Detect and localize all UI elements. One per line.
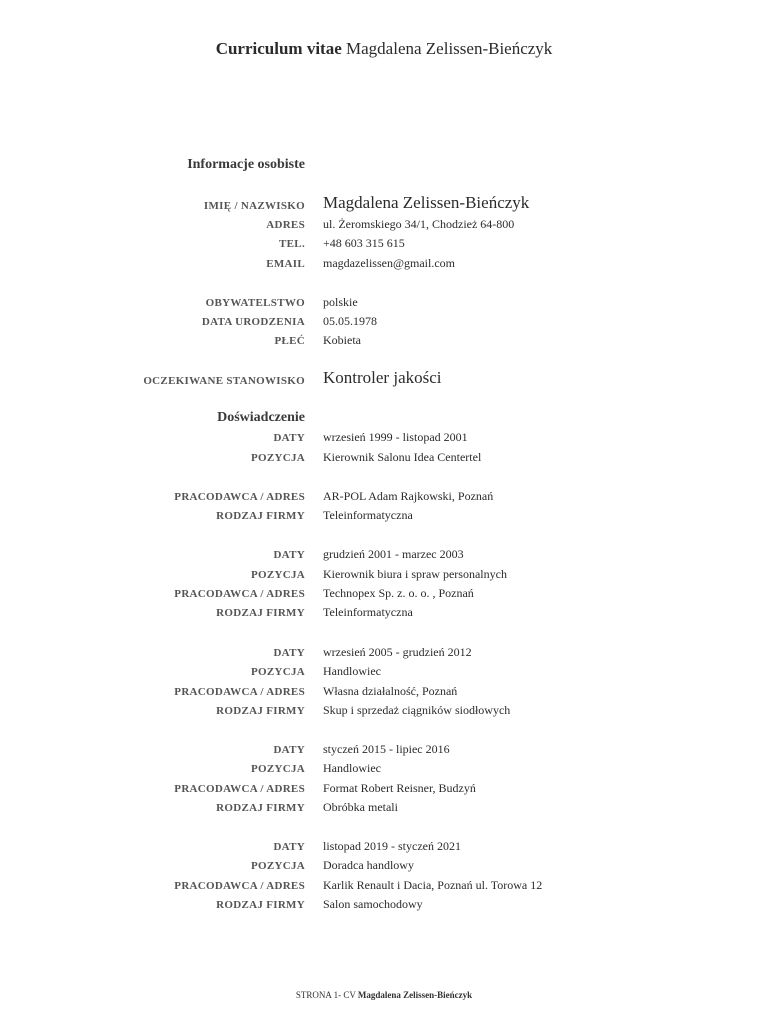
employer-label: PRACODAWCA / ADRES bbox=[174, 491, 305, 503]
job-3-type bbox=[0, 702, 768, 721]
position-label: POZYCJA bbox=[250, 666, 305, 678]
employer-value: Technopex Sp. z. o. o. , Poznań bbox=[323, 586, 474, 600]
position-value: Kierownik biura i spraw personalnych bbox=[323, 567, 507, 581]
job-4-employer bbox=[0, 780, 768, 799]
type-value: Skup i sprzedaż ciągników siodłowych bbox=[323, 703, 511, 717]
type-label: RODZAJ FIRMY bbox=[216, 607, 305, 619]
page-footer bbox=[0, 990, 768, 1000]
desired-position-label: OCZEKIWANE STANOWISKO bbox=[143, 375, 305, 387]
type-label: RODZAJ FIRMY bbox=[216, 510, 305, 522]
personal-row-phone bbox=[0, 235, 768, 254]
dates-label: DATY bbox=[273, 841, 305, 853]
type-value: Teleinformatyczna bbox=[323, 605, 413, 619]
personal-row-name bbox=[0, 193, 768, 216]
job-5-dates bbox=[0, 838, 768, 857]
type-label: RODZAJ FIRMY bbox=[216, 705, 305, 717]
position-label: POZYCJA bbox=[250, 569, 305, 581]
personal-row-birthdate bbox=[0, 313, 768, 332]
dates-label: DATY bbox=[273, 744, 305, 756]
personal-row-email bbox=[0, 255, 768, 274]
employer-label: PRACODAWCA / ADRES bbox=[174, 783, 305, 795]
job-4-position bbox=[0, 760, 768, 779]
job-3-dates bbox=[0, 644, 768, 663]
experience-heading: Doświadczenie bbox=[217, 410, 305, 425]
job-2-dates bbox=[0, 546, 768, 565]
personal-info-heading: Informacje osobiste bbox=[187, 157, 305, 172]
personal-row-gender bbox=[0, 332, 768, 351]
dates-value: wrzesień 2005 - grudzień 2012 bbox=[323, 645, 472, 659]
footer-prefix: STRONA 1- CV bbox=[295, 990, 356, 1000]
email-value: magdazelissen@gmail.com bbox=[323, 256, 456, 270]
employer-value: Własna działalność, Poznań bbox=[323, 684, 458, 698]
job-1-employer bbox=[0, 488, 768, 507]
job-4-dates bbox=[0, 741, 768, 760]
employer-label: PRACODAWCA / ADRES bbox=[174, 588, 305, 600]
job-1-position bbox=[0, 449, 768, 468]
personal-row-desired-position bbox=[0, 368, 768, 391]
type-label: RODZAJ FIRMY bbox=[216, 802, 305, 814]
dates-label: DATY bbox=[273, 647, 305, 659]
position-label: POZYCJA bbox=[250, 452, 305, 464]
type-value: Salon samochodowy bbox=[323, 897, 423, 911]
type-label: RODZAJ FIRMY bbox=[216, 899, 305, 911]
citizenship-value: polskie bbox=[323, 295, 358, 309]
title-name: Magdalena Zelissen-Bieńczyk bbox=[346, 39, 553, 58]
employer-value: AR-POL Adam Rajkowski, Poznań bbox=[323, 489, 494, 503]
address-label: ADRES bbox=[266, 219, 305, 231]
employer-label: PRACODAWCA / ADRES bbox=[174, 880, 305, 892]
job-2-position bbox=[0, 566, 768, 585]
position-label: POZYCJA bbox=[250, 763, 305, 775]
job-5-employer bbox=[0, 877, 768, 896]
job-5-type bbox=[0, 896, 768, 915]
type-value: Obróbka metali bbox=[323, 800, 398, 814]
job-3-position bbox=[0, 663, 768, 682]
employer-value: Format Robert Reisner, Budzyń bbox=[323, 781, 476, 795]
name-label: IMIĘ / NAZWISKO bbox=[203, 200, 305, 212]
desired-position-value: Kontroler jakości bbox=[323, 368, 442, 387]
job-1-dates bbox=[0, 429, 768, 448]
position-value: Handlowiec bbox=[323, 761, 381, 775]
phone-label: TEL. bbox=[279, 238, 305, 250]
job-4-type bbox=[0, 799, 768, 818]
phone-value: +48 603 315 615 bbox=[323, 236, 405, 250]
dates-label: DATY bbox=[273, 549, 305, 561]
job-3-employer bbox=[0, 683, 768, 702]
personal-row-citizenship bbox=[0, 294, 768, 313]
birthdate-value: 05.05.1978 bbox=[323, 314, 377, 328]
job-5-position bbox=[0, 857, 768, 876]
job-1-type bbox=[0, 507, 768, 526]
employer-value: Karlik Renault i Dacia, Poznań ul. Torowa 12 bbox=[323, 878, 543, 892]
job-2-employer bbox=[0, 585, 768, 604]
position-value: Doradca handlowy bbox=[323, 858, 414, 872]
name-value: Magdalena Zelissen-Bieńczyk bbox=[323, 193, 530, 212]
position-value: Handlowiec bbox=[323, 664, 381, 678]
dates-label: DATY bbox=[273, 432, 305, 444]
type-value: Teleinformatyczna bbox=[323, 508, 413, 522]
position-label: POZYCJA bbox=[250, 860, 305, 872]
dates-value: wrzesień 1999 - listopad 2001 bbox=[323, 430, 468, 444]
employer-label: PRACODAWCA / ADRES bbox=[174, 686, 305, 698]
personal-row-address bbox=[0, 216, 768, 235]
address-value: ul. Żeromskiego 34/1, Chodzież 64-800 bbox=[323, 217, 515, 231]
gender-value: Kobieta bbox=[323, 333, 361, 347]
citizenship-label: OBYWATELSTWO bbox=[205, 297, 305, 309]
footer-name: Magdalena Zelissen-Bieńczyk bbox=[357, 990, 473, 1000]
gender-label: PŁEĆ bbox=[274, 335, 305, 347]
email-label: EMAIL bbox=[266, 258, 305, 270]
birthdate-label: DATA URODZENIA bbox=[201, 316, 305, 328]
page-title bbox=[0, 39, 768, 59]
dates-value: grudzień 2001 - marzec 2003 bbox=[323, 547, 464, 561]
title-bold: Curriculum vitae bbox=[215, 39, 342, 58]
job-2-type bbox=[0, 604, 768, 623]
position-value: Kierownik Salonu Idea Centertel bbox=[323, 450, 482, 464]
dates-value: styczeń 2015 - lipiec 2016 bbox=[323, 742, 450, 756]
dates-value: listopad 2019 - styczeń 2021 bbox=[323, 839, 461, 853]
